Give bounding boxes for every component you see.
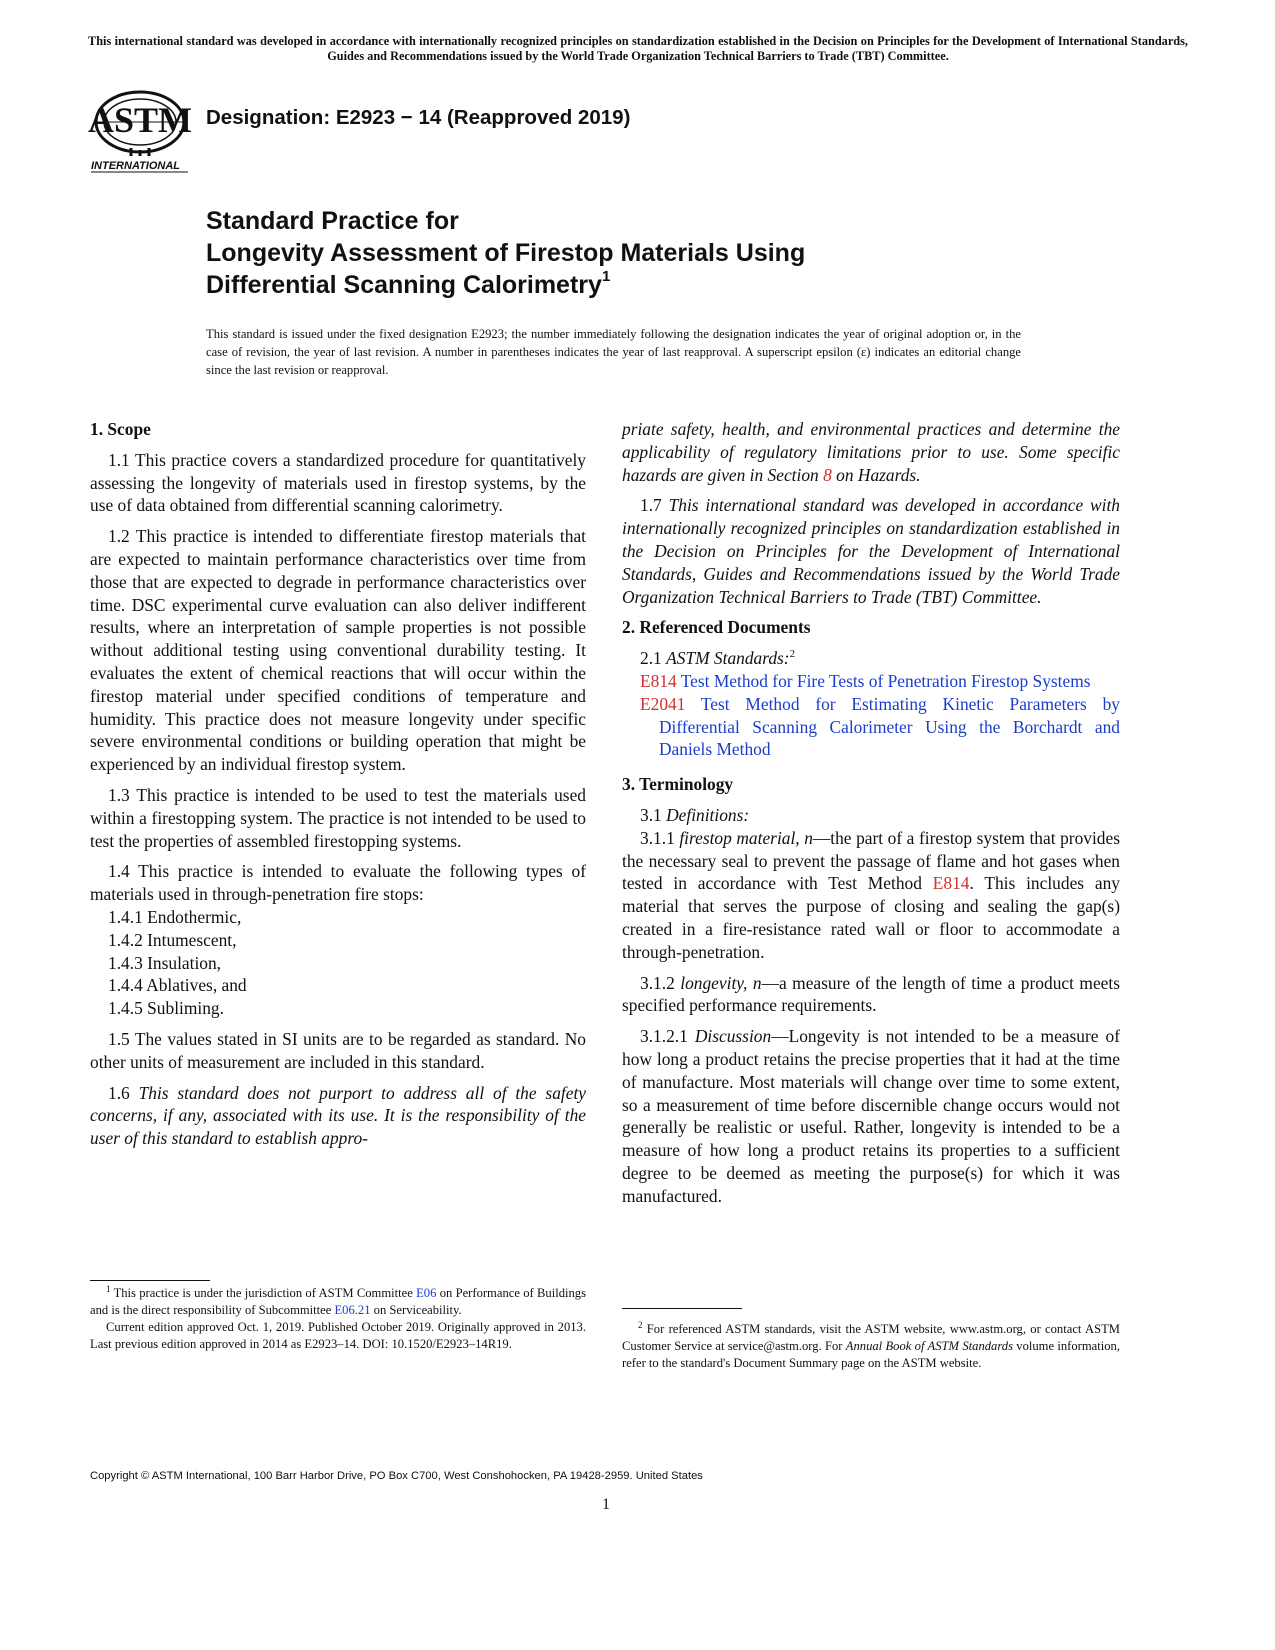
- ref-e814[interactable]: [622, 670, 1120, 693]
- designation: Designation: E2923 − 14 (Reapproved 2019): [206, 106, 631, 129]
- para-2-1: [622, 647, 1120, 670]
- para-1-7-number: 1.7: [640, 495, 669, 516]
- para-1-6-number: 1.6: [108, 1082, 139, 1103]
- para-1-7: [622, 494, 1120, 608]
- subcommittee-link[interactable]: E06.21: [334, 1303, 371, 1317]
- para-3-1-1-text: —the part of a firestop system that provides the necessary seal to prevent the passage of flame and hot gases when tested in accordance with Test Method: [622, 827, 1120, 894]
- term-longevity: longevity, n: [680, 972, 762, 993]
- para-3-1-2-number: 3.1.2: [640, 972, 681, 993]
- term-firestop-material: firestop material, n: [679, 827, 813, 848]
- para-2-1-text: ASTM Standards:: [666, 648, 790, 669]
- logo-caption: INTERNATIONAL: [91, 160, 181, 172]
- section-2-heading: 2. Referenced Documents: [622, 617, 811, 638]
- footnote-rule-left: [90, 1280, 210, 1281]
- footnote-2-mark-bottom: 2: [638, 1320, 643, 1330]
- title-line-1: Standard Practice for: [206, 207, 459, 235]
- title-line-2: Longevity Assessment of Firestop Materials Using: [206, 239, 806, 267]
- para-3-1-number: 3.1: [640, 804, 667, 825]
- para-1-7-text: This international standard was developed in accordance with internationally recognized principles on standardization established in the Decision on Principles for the Development of International Standards, Guides and Recommendations issued by the World Trade Organization Technical Barriers to Trade (TBT) Committee.: [622, 495, 1120, 607]
- right-column: [622, 418, 1120, 1208]
- section-1-heading: 1. Scope: [90, 419, 151, 439]
- footnote-1-text: on Performance of Buildings and is the direct responsibility of Subcommittee: [90, 1286, 586, 1317]
- footnote-1-mark: 1: [106, 1284, 111, 1294]
- para-1-5: 1.5 The values stated in SI units are to be regarded as standard. No other units of measurement are included in this standard.: [90, 1028, 586, 1072]
- astm-logo: [88, 82, 198, 178]
- footnote-1: [90, 1285, 586, 1353]
- document-title: [206, 205, 1106, 301]
- wto-notice: This international standard was developed in accordance with internationally recognized principles on standardization established in the Decision on Principles for the Development of International Standards, Guides and Recommendations issued by the World Trade Organization Technical Barriers to Trade (TBT) Committee.: [88, 34, 1188, 63]
- footnote-rule-right: [622, 1308, 742, 1309]
- footnote-1-text: on Serviceability.: [370, 1303, 462, 1317]
- para-3-1-1-number: 3.1.1: [640, 827, 680, 848]
- ref-link-e814[interactable]: E814: [932, 873, 970, 894]
- para-1-6: [90, 1082, 586, 1150]
- logo-letters: ASTM: [88, 100, 193, 140]
- para-1-1: 1.1 This practice covers a standardized procedure for quantitatively assessing the longevity of materials used in firestop systems, by the use of data obtained from differential scanning calorimetry.: [90, 449, 586, 516]
- para-2-1-number: 2.1: [640, 648, 667, 669]
- para-3-1-2-text: —a measure of the length of time a product meets specified performance requirements.: [622, 972, 1120, 1016]
- footnote-1-edition: Current edition approved Oct. 1, 2019. Published October 2019. Originally approved in 2013. Last previous edition approved in 2014 as E2923–14. DOI: 10.1520/E2923–14R19.: [90, 1320, 586, 1351]
- committee-link[interactable]: E06: [416, 1286, 437, 1300]
- ref-title[interactable]: Test Method for Fire Tests of Penetration Firestop Systems: [676, 670, 1091, 691]
- para-3-1-text: Definitions:: [666, 804, 750, 825]
- title-line-3: Differential Scanning Calorimetry: [206, 271, 602, 299]
- list-item: 1.4.3 Insulation,: [108, 952, 222, 973]
- para-3-1-1: [622, 827, 1120, 964]
- footnote-2-book-title: Annual Book of ASTM Standards: [845, 1339, 1013, 1353]
- list-item: 1.4.5 Subliming.: [108, 998, 224, 1019]
- list-item: 1.4.4 Ablatives, and: [108, 975, 247, 996]
- list-item: 1.4.1 Endothermic,: [108, 906, 242, 927]
- para-1-6-text: This standard does not purport to address all of the safety concerns, if any, associated with its use. It is the responsibility of the user of this standard to establish appro-: [90, 1082, 586, 1149]
- footnote-2-text: [622, 1321, 1120, 1372]
- para-3-1-2-1-number: 3.1.2.1: [640, 1026, 695, 1047]
- ref-title[interactable]: Test Method for Estimating Kinetic Parameters by Differential Scanning Calorimeter Using the Borchardt and Daniels Method: [659, 693, 1120, 760]
- para-1-6-text-continued: priate safety, health, and environmental practices and determine the applicability of regulatory limitations prior to use. Some specific hazards are given in Section: [622, 419, 1120, 485]
- left-column: [90, 418, 586, 1150]
- footnote-2: [622, 1321, 1120, 1372]
- para-3-1-2-1: [622, 1025, 1120, 1207]
- section-3-heading: 3. Terminology: [622, 774, 734, 795]
- para-3-1-1-text-end: . This includes any material that serves the purpose of closing and sealing the gap(s) created in a fire-resistance rated wall or floor to accommodate a through-penetration.: [622, 873, 1121, 962]
- para-3-1: [622, 804, 1120, 827]
- astm-logo-graphic: [88, 82, 198, 178]
- page-number: 1: [602, 1496, 610, 1513]
- ref-code[interactable]: E2041: [640, 693, 686, 714]
- ref-e2041[interactable]: [622, 693, 1120, 761]
- copyright: Copyright © ASTM International, 100 Barr Harbor Drive, PO Box C700, West Conshohocken, PA 19428-2959. United States: [90, 1470, 703, 1482]
- section-8-link[interactable]: 8: [823, 464, 832, 485]
- para-1-2: 1.2 This practice is intended to differentiate firestop materials that are expected to maintain performance characteristics over time from those that are expected to degrade in performance characteristics over time. DSC experimental curve evaluation can also deliver indifferent results, where an interpretation of sample properties is not possible without additional testing using conventional durability testing. It evaluates the extent of chemical reactions that will occur within the firestop material under specified conditions of temperature and humidity. This practice does not measure longevity under specific severe environmental conditions or building operation that might be experienced by an individual firestop system.: [90, 526, 586, 775]
- footnote-1-jurisdiction: [90, 1285, 586, 1319]
- footnote-2-text-b: volume information, refer to the standard's Document Summary page on the ASTM website.: [622, 1339, 1120, 1370]
- ref-code[interactable]: E814: [640, 670, 677, 691]
- footnote-1-text: This practice is under the jurisdiction of ASTM Committee: [110, 1286, 417, 1300]
- footnote-2-mark: 2: [789, 648, 796, 661]
- issued-note: This standard is issued under the fixed designation E2923; the number immediately following the designation indicates the year of original adoption or, in the case of revision, the year of last revision. A number in parentheses indicates the year of last reapproval. A superscript epsilon (ε) indicates an editorial change since the last revision or reapproval.: [206, 327, 1021, 377]
- title-footnote-mark: 1: [601, 268, 611, 285]
- para-1-3: 1.3 This practice is intended to be used to test the materials used within a firestopping system. The practice is not intended to be used to test the properties of assembled firestopping systems.: [90, 784, 586, 851]
- list-item: 1.4.2 Intumescent,: [108, 929, 237, 950]
- para-3-1-2-1-text: —Longevity is not intended to be a measure of how long a product retains the precise properties that it had at the time of manufacture. Most materials will change over time to some extent, so a measurement of time before discernible change occurs would not generally be realistic or useful. Rather, longevity is intended to be a measure of how long a product retains its properties to a sufficient degree to be deemed as meeting the purpose(s) for which it was manufactured.: [622, 1026, 1120, 1206]
- para-1-6-continued: [622, 418, 1120, 486]
- para-1-6-text-end: on Hazards.: [831, 464, 921, 485]
- para-1-4: 1.4 This practice is intended to evaluate the following types of materials used in through-penetration fire stops:: [90, 861, 586, 905]
- footnote-2-text-a: For referenced ASTM standards, visit the ASTM website, www.astm.org, or contact ASTM Customer Service at service@astm.org. For: [622, 1322, 1120, 1353]
- discussion-label: Discussion: [694, 1026, 772, 1047]
- para-3-1-2: [622, 972, 1120, 1018]
